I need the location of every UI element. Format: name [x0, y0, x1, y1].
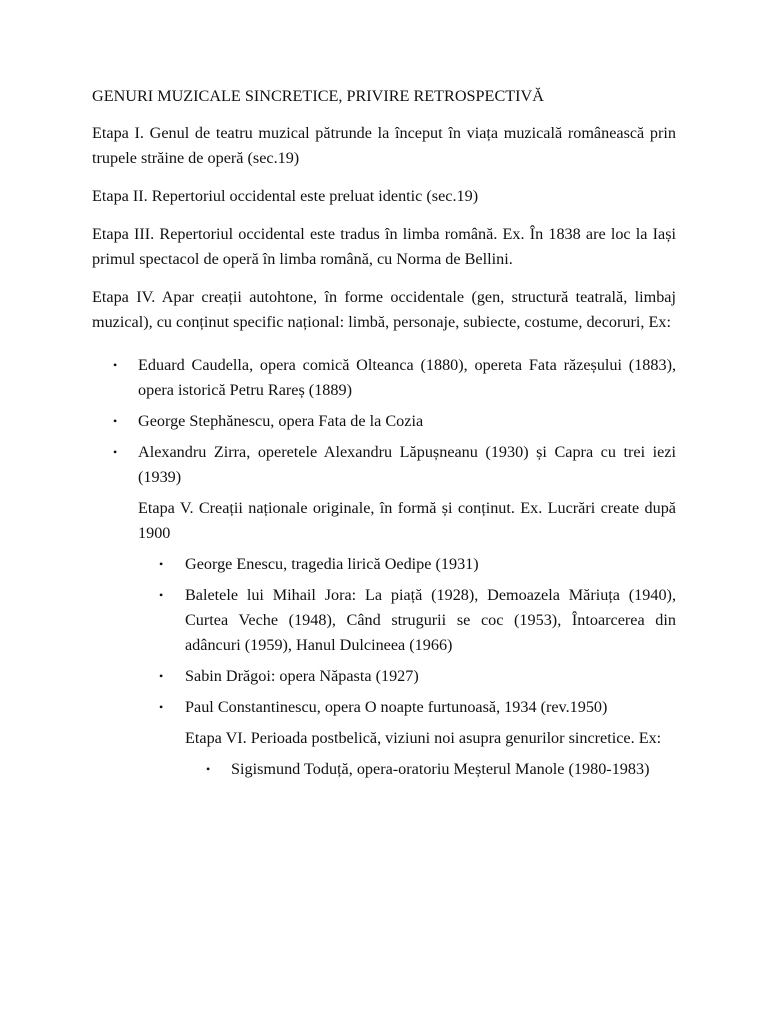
- bullet-icon: •: [159, 557, 164, 571]
- bullet-icon: •: [159, 700, 164, 714]
- bullet-list-level-1: [92, 353, 676, 490]
- bullet-list-level-3-wrapper: [138, 757, 676, 782]
- bullet-icon: •: [159, 669, 164, 683]
- list-item: [138, 583, 676, 658]
- list-item-text: Sigismund Toduță, opera-oratoriu Meșterul Manole (1980-1983): [231, 760, 650, 778]
- list-item-text: George Enescu, tragedia lirică Oedipe (1931): [185, 555, 479, 573]
- list-item: [138, 695, 676, 720]
- bullet-list-level-3: [185, 757, 676, 782]
- bullet-icon: •: [113, 445, 118, 459]
- list-item: [185, 757, 676, 782]
- document-title: GENURI MUZICALE SINCRETICE, PRIVIRE RETROSPECTIVĂ: [92, 87, 544, 105]
- list-item-text: Alexandru Zirra, operetele Alexandru Lăpușneanu (1930) și Capra cu trei iezi (1939): [138, 443, 676, 486]
- list-item: [138, 664, 676, 689]
- paragraph-etapa-2: Etapa II. Repertoriul occidental este preluat identic (sec.19): [92, 187, 479, 205]
- document-page: [92, 84, 676, 788]
- list-item-text: Paul Constantinescu, opera O noapte furtunoasă, 1934 (rev.1950): [185, 698, 608, 716]
- bullet-icon: •: [206, 762, 211, 776]
- list-item-text: Baletele lui Mihail Jora: La piață (1928), Demoazela Măriuța (1940), Curtea Veche (1948), Când strugurii se coc (1953), Întoarcerea din adâncuri (1959), Hanul Dulcineea (1966): [185, 586, 676, 654]
- list-item: [92, 353, 676, 403]
- list-item-text: George Stephănescu, opera Fata de la Cozia: [138, 412, 424, 430]
- bullet-icon: •: [113, 358, 118, 372]
- nested-list-container: [138, 757, 676, 782]
- list-item: [92, 409, 676, 434]
- list-item: [138, 552, 676, 577]
- paragraph-etapa-1: Etapa I. Genul de teatru muzical pătrunde la început în viața muzicală românească prin trupele străine de operă (sec.19): [92, 124, 676, 167]
- list-item-text: Sabin Drăgoi: opera Năpasta (1927): [185, 667, 419, 685]
- list-item-text: Eduard Caudella, opera comică Olteanca (1880), opereta Fata răzeșului (1883), opera istorică Petru Rareș (1889): [138, 356, 676, 399]
- bullet-icon: •: [159, 588, 164, 602]
- bullet-icon: •: [113, 414, 118, 428]
- list-item: [92, 440, 676, 490]
- paragraph-etapa-3: Etapa III. Repertoriul occidental este tradus în limba română. Ex. În 1838 are loc la Iași primul spectacol de operă în limba română, cu Norma de Bellini.: [92, 225, 676, 268]
- paragraph-etapa-4: Etapa IV. Apar creații autohtone, în forme occidentale (gen, structură teatrală, limbaj muzical), cu conținut specific național: limbă, personaje, subiecte, costume, decoruri, Ex:: [92, 288, 676, 331]
- paragraph-etapa-6: Etapa VI. Perioada postbelică, viziuni noi asupra genurilor sincretice. Ex:: [185, 729, 662, 747]
- paragraph-etapa-5: Etapa V. Creații naționale originale, în formă și conținut. Ex. Lucrări create după 1900: [138, 499, 676, 542]
- bullet-list-level-2: [138, 552, 676, 720]
